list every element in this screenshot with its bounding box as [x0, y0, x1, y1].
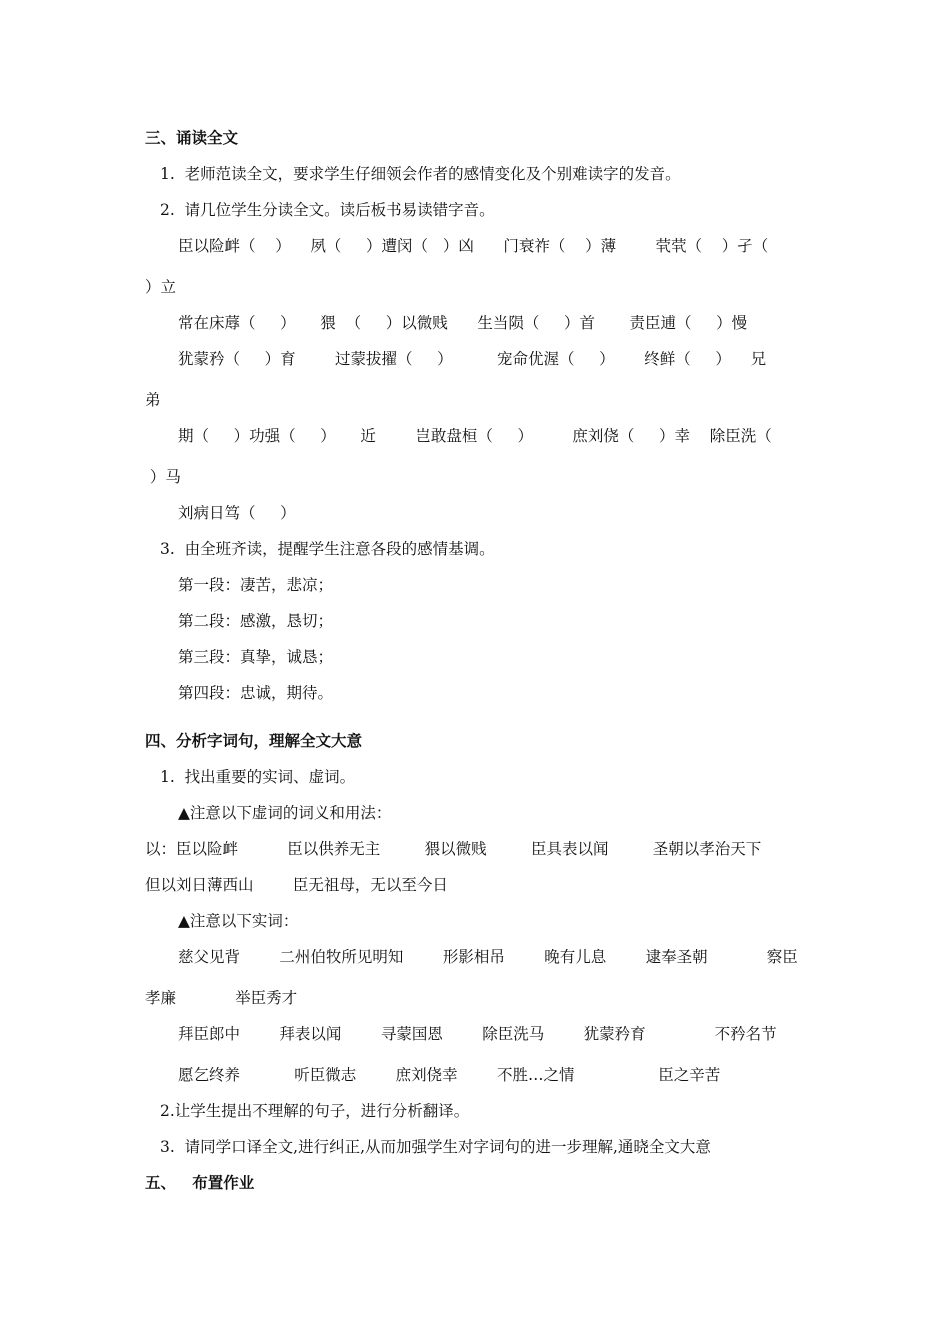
- paragraph-tone: 第四段：忠诚，期待。: [178, 684, 334, 702]
- example-row: 但以刘日薄西山 臣无祖母，无以至今日: [145, 876, 448, 894]
- paragraph-tone: 第三段：真挚，诚恳；: [178, 648, 334, 666]
- list-item: 1. 老师范读全文，要求学生仔细领会作者的感情变化及个别难读字的发音。: [160, 165, 681, 183]
- example-row: 慈父见背 二州伯牧所见明知 形影相吊 晚有儿息 逮奉圣朝 察臣: [178, 948, 798, 966]
- section-3-heading: 三、诵读全文: [145, 129, 239, 147]
- paragraph-tone: 第二段：感激，恳切；: [178, 612, 334, 630]
- list-item: 2. 请几位学生分读全文。读后板书易读错字音。: [160, 201, 495, 219]
- pronunciation-row: ）立: [145, 278, 177, 296]
- list-item: 1. 找出重要的实词、虚词。: [160, 768, 356, 786]
- example-row: 以：臣以险衅 臣以供养无主 猥以微贱 臣具表以闻 圣朝以孝治天下: [145, 840, 762, 858]
- note-line: ▲注意以下虚词的词义和用法：: [178, 804, 392, 822]
- example-row: 愿乞终养 听臣微志 庶刘侥幸 不胜…之情 臣之辛苦: [178, 1066, 721, 1084]
- example-row: 拜臣郎中 拜表以闻 寻蒙国恩 除臣洗马 犹蒙矜育 不矜名节: [178, 1025, 777, 1043]
- paragraph-tone: 第一段：凄苦，悲凉；: [178, 576, 334, 594]
- pronunciation-row: 期（ ）功强（ ） 近 岂敢盘桓（ ） 庶刘侥（ ）幸 除臣洗（: [178, 427, 772, 445]
- pronunciation-row: 犹蒙矜（ ）育 过蒙拔擢（ ） 宠命优渥（ ） 终鲜（ ） 兄: [178, 350, 767, 368]
- pronunciation-row: ）马: [145, 468, 181, 486]
- pronunciation-row: 臣以险衅（ ） 夙（ ）遭闵（ ）凶 门衰祚（ ）薄 茕茕（ ）孑（: [178, 237, 769, 255]
- list-item: 3. 请同学口译全文,进行纠正,从而加强学生对字词句的进一步理解,通晓全文大意: [160, 1138, 711, 1156]
- note-line: ▲注意以下实词：: [178, 912, 299, 930]
- list-item: 3. 由全班齐读，提醒学生注意各段的感情基调。: [160, 540, 495, 558]
- pronunciation-row: 弟: [145, 391, 161, 409]
- pronunciation-row: 刘病日笃（ ）: [178, 504, 296, 522]
- example-row: 孝廉 举臣秀才: [145, 989, 298, 1007]
- section-4-heading: 四、分析字词句，理解全文大意: [145, 732, 363, 750]
- pronunciation-row: 常在床蓐（ ） 猥 （ ）以微贱 生当陨（ ）首 责臣逋（ ）慢: [178, 314, 748, 332]
- section-5-heading: 五、 布置作业: [145, 1174, 255, 1192]
- list-item: 2.让学生提出不理解的句子，进行分析翻译。: [160, 1102, 470, 1120]
